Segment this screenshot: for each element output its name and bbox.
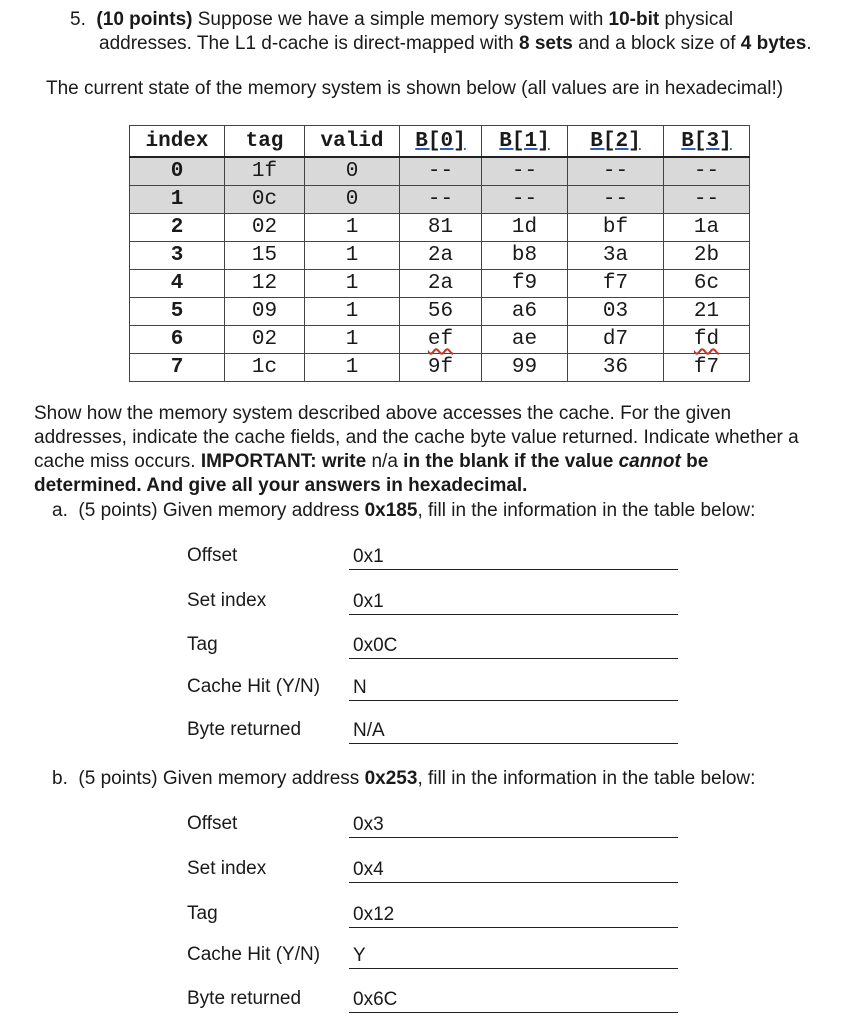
question-text: physical bbox=[659, 9, 734, 30]
table-row bbox=[130, 157, 750, 186]
question-text: . bbox=[806, 33, 812, 54]
cache-sets: 8 sets bbox=[518, 33, 573, 54]
question-text: addresses. The L1 d-cache is direct-mapped with bbox=[99, 33, 519, 54]
part-a-marker: a. bbox=[52, 500, 68, 521]
cell-byte: -- bbox=[664, 186, 750, 214]
question-text: and a block size of bbox=[572, 33, 741, 54]
part-a-tag-answer[interactable]: 0x0C bbox=[349, 634, 678, 659]
instructions-line: addresses, indicate the cache fields, and the cache byte value returned. Indicate whether a bbox=[34, 427, 799, 448]
question-number: 5. bbox=[70, 9, 86, 30]
cell-tag: 12 bbox=[225, 270, 305, 298]
cell-byte: f9 bbox=[482, 270, 568, 298]
part-b-offset-label: Offset bbox=[187, 813, 238, 834]
cell-tag: 09 bbox=[225, 298, 305, 326]
cell-byte: -- bbox=[482, 157, 568, 186]
cell-byte: 6c bbox=[664, 270, 750, 298]
table-row bbox=[130, 354, 750, 382]
header-b0 bbox=[400, 126, 482, 158]
cell-byte bbox=[664, 326, 750, 354]
cell-byte: 2b bbox=[664, 242, 750, 270]
cell-valid: 1 bbox=[305, 242, 400, 270]
part-b-marker: b. bbox=[52, 768, 68, 789]
question-line-1 bbox=[70, 8, 733, 32]
question-points: (10 points) bbox=[96, 9, 193, 30]
cell-valid: 0 bbox=[305, 157, 400, 186]
cell-byte bbox=[400, 326, 482, 354]
cell-valid: 1 bbox=[305, 270, 400, 298]
part-a-text: (5 points) Given memory address bbox=[78, 500, 365, 521]
part-a-offset-answer[interactable]: 0x1 bbox=[349, 545, 678, 570]
instructions-line bbox=[34, 450, 844, 474]
cell-byte: 56 bbox=[400, 298, 482, 326]
cell-valid: 1 bbox=[305, 214, 400, 242]
part-b-byte-returned-answer[interactable]: 0x6C bbox=[349, 988, 678, 1013]
cell-byte: 03 bbox=[568, 298, 664, 326]
cell-byte: 99 bbox=[482, 354, 568, 382]
part-b-set-index-label: Set index bbox=[187, 858, 267, 879]
table-row bbox=[130, 186, 750, 214]
part-a-offset-label: Offset bbox=[187, 545, 238, 566]
part-b-tag-answer[interactable]: 0x12 bbox=[349, 903, 678, 928]
part-a-prompt bbox=[52, 499, 755, 523]
cell-byte: f7 bbox=[664, 354, 750, 382]
part-a-text: , fill in the information in the table below: bbox=[417, 500, 756, 521]
instructions-line: determined. And give all your answers in hexadecimal. bbox=[34, 475, 528, 496]
cell-byte: d7 bbox=[568, 326, 664, 354]
question-line-2 bbox=[99, 32, 812, 56]
cell-index: 5 bbox=[130, 298, 225, 326]
header-b1 bbox=[482, 126, 568, 158]
instructions-text: cache miss occurs. bbox=[34, 451, 201, 472]
cell-byte: -- bbox=[482, 186, 568, 214]
part-b-set-index-answer[interactable]: 0x4 bbox=[349, 858, 678, 883]
cell-index: 4 bbox=[130, 270, 225, 298]
part-b-text: (5 points) Given memory address bbox=[78, 768, 365, 789]
part-a-address: 0x185 bbox=[364, 500, 418, 521]
part-a-cache-hit-answer[interactable]: N bbox=[349, 676, 678, 701]
cell-byte: -- bbox=[664, 157, 750, 186]
part-a-byte-returned-answer[interactable]: N/A bbox=[349, 719, 678, 744]
cell-index: 1 bbox=[130, 186, 225, 214]
header-b3-label: B[3] bbox=[681, 129, 732, 153]
cell-valid: 1 bbox=[305, 298, 400, 326]
part-a-set-index-label: Set index bbox=[187, 590, 267, 611]
cell-byte: a6 bbox=[482, 298, 568, 326]
address-bits: 10-bit bbox=[608, 9, 660, 30]
part-b-tag-label: Tag bbox=[187, 903, 218, 924]
header-index: index bbox=[130, 126, 225, 158]
cell-index: 7 bbox=[130, 354, 225, 382]
cell-byte: 3a bbox=[568, 242, 664, 270]
part-b-prompt bbox=[52, 767, 755, 791]
question-text: Suppose we have a simple memory system with bbox=[192, 9, 609, 30]
instructions-important: IMPORTANT: write bbox=[200, 451, 372, 472]
part-b-cache-hit-label: Cache Hit (Y/N) bbox=[187, 944, 321, 965]
cell-index: 2 bbox=[130, 214, 225, 242]
header-b3 bbox=[664, 126, 750, 158]
cell-byte: b8 bbox=[482, 242, 568, 270]
cell-byte: -- bbox=[568, 157, 664, 186]
cell-byte: ae bbox=[482, 326, 568, 354]
header-valid: valid bbox=[305, 126, 400, 158]
cell-byte: 2a bbox=[400, 242, 482, 270]
table-row bbox=[130, 270, 750, 298]
cell-tag: 1f bbox=[225, 157, 305, 186]
header-b2 bbox=[568, 126, 664, 158]
cell-byte-value: ef bbox=[427, 328, 454, 351]
part-b-address: 0x253 bbox=[364, 768, 418, 789]
cell-tag: 15 bbox=[225, 242, 305, 270]
cell-tag: 02 bbox=[225, 326, 305, 354]
part-b-offset-answer[interactable]: 0x3 bbox=[349, 813, 678, 838]
instructions-important: in the blank if the value bbox=[397, 451, 619, 472]
table-row bbox=[130, 298, 750, 326]
cell-byte: 21 bbox=[664, 298, 750, 326]
cell-byte: -- bbox=[400, 186, 482, 214]
table-header-row bbox=[130, 126, 750, 158]
cell-index: 0 bbox=[130, 157, 225, 186]
cell-byte: 2a bbox=[400, 270, 482, 298]
cell-byte: -- bbox=[400, 157, 482, 186]
part-a-cache-hit-label: Cache Hit (Y/N) bbox=[187, 676, 321, 697]
cell-byte: f7 bbox=[568, 270, 664, 298]
cell-tag: 1c bbox=[225, 354, 305, 382]
instructions-line: Show how the memory system described above accesses the cache. For the given bbox=[34, 403, 732, 424]
table-row bbox=[130, 326, 750, 354]
table-row bbox=[130, 214, 750, 242]
cell-byte: 36 bbox=[568, 354, 664, 382]
part-b-byte-returned-label: Byte returned bbox=[187, 988, 302, 1009]
header-b2-label: B[2] bbox=[590, 129, 641, 153]
cell-byte: 1d bbox=[482, 214, 568, 242]
cell-valid: 1 bbox=[305, 326, 400, 354]
instructions-cannot: cannot bbox=[618, 451, 681, 472]
cache-table bbox=[129, 125, 750, 382]
state-description: The current state of the memory system is shown below (all values are in hexadecimal!) bbox=[46, 78, 784, 99]
instructions bbox=[34, 402, 844, 498]
block-size: 4 bytes bbox=[740, 33, 807, 54]
cell-valid: 0 bbox=[305, 186, 400, 214]
cell-byte: 1a bbox=[664, 214, 750, 242]
instructions-na: n/a bbox=[371, 451, 398, 472]
cell-byte: 81 bbox=[400, 214, 482, 242]
header-b0-label: B[0] bbox=[415, 129, 466, 153]
part-a-tag-label: Tag bbox=[187, 634, 218, 655]
part-b-cache-hit-answer[interactable]: Y bbox=[349, 944, 678, 969]
header-tag: tag bbox=[225, 126, 305, 158]
cell-valid: 1 bbox=[305, 354, 400, 382]
instructions-important: be bbox=[680, 451, 709, 472]
cell-tag: 02 bbox=[225, 214, 305, 242]
part-b-text: , fill in the information in the table below: bbox=[417, 768, 756, 789]
part-a-byte-returned-label: Byte returned bbox=[187, 719, 302, 740]
cell-byte: bf bbox=[568, 214, 664, 242]
cell-byte: -- bbox=[568, 186, 664, 214]
header-b1-label: B[1] bbox=[499, 129, 550, 153]
cell-byte: 9f bbox=[400, 354, 482, 382]
cell-index: 6 bbox=[130, 326, 225, 354]
cell-index: 3 bbox=[130, 242, 225, 270]
table-row bbox=[130, 242, 750, 270]
part-a-set-index-answer[interactable]: 0x1 bbox=[349, 590, 678, 615]
cell-tag: 0c bbox=[225, 186, 305, 214]
cell-byte-value: fd bbox=[693, 328, 720, 351]
